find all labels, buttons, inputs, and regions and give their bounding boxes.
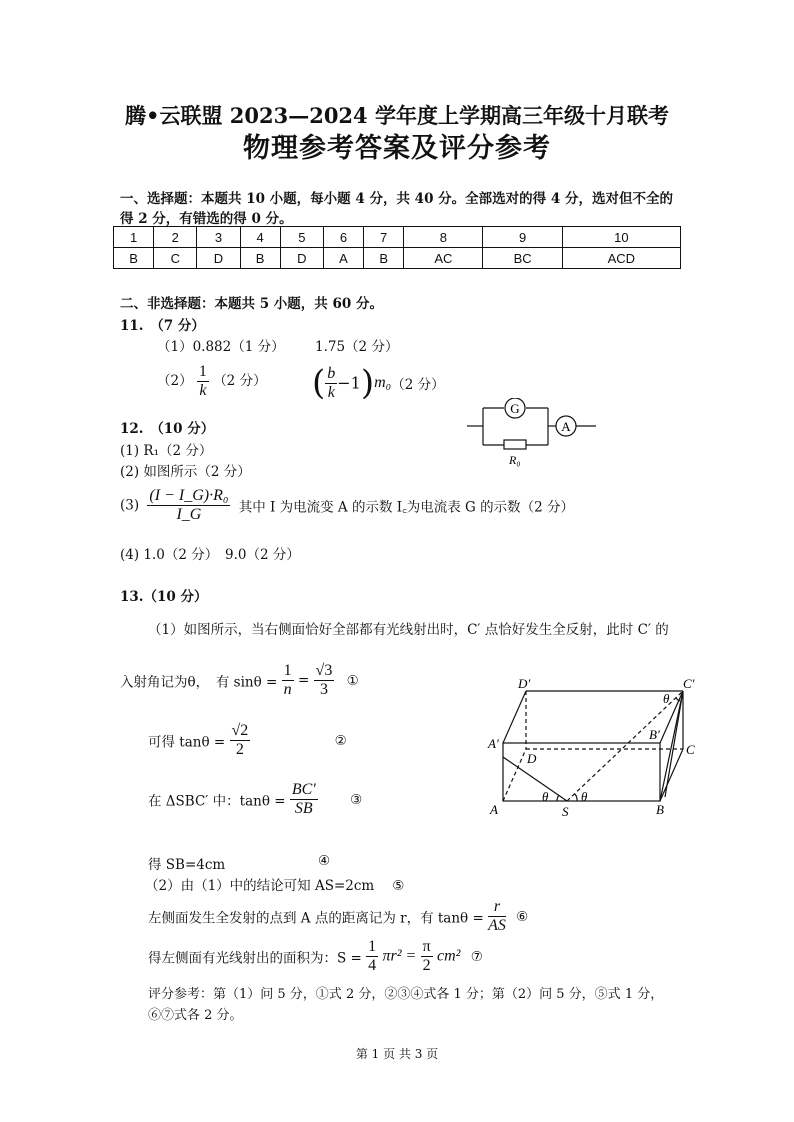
question-number: 9 bbox=[483, 227, 562, 248]
q13-title: 13.（10 分） bbox=[120, 589, 208, 605]
question-number: 4 bbox=[240, 227, 280, 248]
answer-cell: AC bbox=[404, 248, 483, 269]
q13-text-1: （1）如图所示，当右侧面恰好全部都有光线射出时，C′ 点恰好发生全反射，此时 C′ 的 bbox=[148, 622, 669, 638]
q12-answer-1: (1) R₁（2 分） bbox=[120, 443, 213, 459]
page-number: 第 1 页 共 3 页 bbox=[355, 1047, 439, 1061]
svg-text:B: B bbox=[656, 802, 664, 817]
q13-eq5: （2）由（1）中的结论可知 AS=2cm ⑤ bbox=[145, 878, 405, 894]
exam-title: 腾•云联盟 2023—2024 学年度上学期高三年级十月联考 bbox=[125, 103, 669, 128]
q12-answer-4: (4) 1.0（2 分） 9.0（2 分） bbox=[120, 547, 300, 563]
svg-text:θ: θ bbox=[542, 789, 549, 804]
answer-cell: BC bbox=[483, 248, 562, 269]
svg-text:G: G bbox=[510, 401, 520, 416]
section1-instructions-2: 得 2 分，有错选的得 0 分。 bbox=[120, 211, 293, 227]
q12-answer-2: (2) 如图所示（2 分） bbox=[120, 464, 251, 480]
question-number: 5 bbox=[280, 227, 323, 248]
doc-title: 物理参考答案及评分参考 bbox=[243, 133, 551, 164]
answer-cell: B bbox=[114, 248, 154, 269]
answer-cell: D bbox=[280, 248, 323, 269]
q11-title: 11. （7 分） bbox=[120, 318, 205, 334]
question-number: 10 bbox=[562, 227, 680, 248]
q11-answer-1a: （1）0.882（1 分） bbox=[157, 339, 285, 355]
label: （2） bbox=[157, 373, 193, 389]
question-number: 8 bbox=[404, 227, 483, 248]
question-numbers-row bbox=[114, 227, 681, 248]
fraction: $\frac{1}{k}$ bbox=[198, 363, 207, 399]
svg-text:R₀: R₀ bbox=[509, 453, 521, 467]
answer-cell: A bbox=[323, 248, 363, 269]
question-number: 1 bbox=[114, 227, 154, 248]
answers-row bbox=[114, 248, 681, 269]
resistor-icon bbox=[504, 440, 526, 449]
section2-heading: 二、非选择题：本题共 5 小题，共 60 分。 bbox=[120, 296, 383, 312]
section1-instructions: 一、选择题：本题共 10 小题，每小题 4 分，共 40 分。全部选对的得 4 分，选对但不全的 bbox=[120, 191, 673, 207]
q12-title: 12. （10 分） bbox=[120, 421, 215, 437]
q13-eq3: 在 ΔSBC′ 中：tanθ = $\frac{BC'}{SB}$ ③ bbox=[148, 781, 363, 817]
q12-answer-3: (3) $\frac{\text{(I − I\_G)·R₀}}{I\_G}$ 其中 I 为电流变 A 的示数 I꜀为电流表 G 的示数（2 分） bbox=[120, 487, 575, 523]
question-number: 3 bbox=[197, 227, 240, 248]
svg-text:S: S bbox=[562, 804, 569, 819]
question-number: 7 bbox=[364, 227, 404, 248]
svg-text:θ: θ bbox=[581, 789, 588, 804]
prism-diagram bbox=[480, 670, 700, 825]
q11-answer-2b: ( $\frac{b}{k}$ −1)m₀（2 分） bbox=[312, 363, 445, 403]
svg-text:B′: B′ bbox=[649, 727, 660, 742]
answer-cell: ACD bbox=[562, 248, 680, 269]
q13-eq2: 可得 tanθ = $\frac{√2}{2}$ ② bbox=[148, 722, 347, 758]
svg-text:A: A bbox=[490, 802, 498, 817]
svg-text:C′: C′ bbox=[683, 676, 695, 691]
grading-note-1: 评分参考：第（1）问 5 分，①式 2 分，②③④式各 1 分；第（2）问 5 分，⑤式 1 分， bbox=[148, 987, 664, 1002]
q13-eq4: 得 SB=4cm bbox=[148, 857, 226, 873]
svg-text:C: C bbox=[686, 742, 695, 757]
score: （2 分） bbox=[213, 373, 267, 389]
q11-answer-1b: 1.75（2 分） bbox=[315, 339, 399, 355]
question-number: 6 bbox=[323, 227, 363, 248]
grading-note-2: ⑥⑦式各 2 分。 bbox=[148, 1008, 243, 1023]
q13-eq1: 入射角记为θ， 有 sinθ = $\frac{1}{n}$ = $\frac{√3}{3}$ ① bbox=[120, 662, 359, 698]
svg-text:D: D bbox=[527, 751, 537, 766]
answer-cell: B bbox=[364, 248, 404, 269]
svg-text:D′: D′ bbox=[518, 676, 531, 691]
svg-text:θ: θ bbox=[663, 691, 670, 706]
answer-cell: C bbox=[154, 248, 197, 269]
q13-eq6: 左侧面发生全发射的点到 A 点的距离记为 r，有 tanθ = $\frac{r}{AS}$ ⑥ bbox=[148, 898, 529, 934]
svg-text:A: A bbox=[561, 419, 571, 434]
marker-4: ④ bbox=[318, 853, 331, 869]
q13-eq7: 得左侧面有光线射出的面积为：S = $\frac{1}{4}$ πr² = $\frac{\pi}{2}$ cm² ⑦ bbox=[148, 938, 483, 974]
answer-cell: B bbox=[240, 248, 280, 269]
svg-text:A′: A′ bbox=[488, 736, 499, 751]
q11-answer-2a bbox=[157, 363, 267, 400]
question-number: 2 bbox=[154, 227, 197, 248]
answer-cell: D bbox=[197, 248, 240, 269]
answer-table bbox=[113, 226, 681, 269]
circuit-diagram bbox=[462, 398, 602, 468]
